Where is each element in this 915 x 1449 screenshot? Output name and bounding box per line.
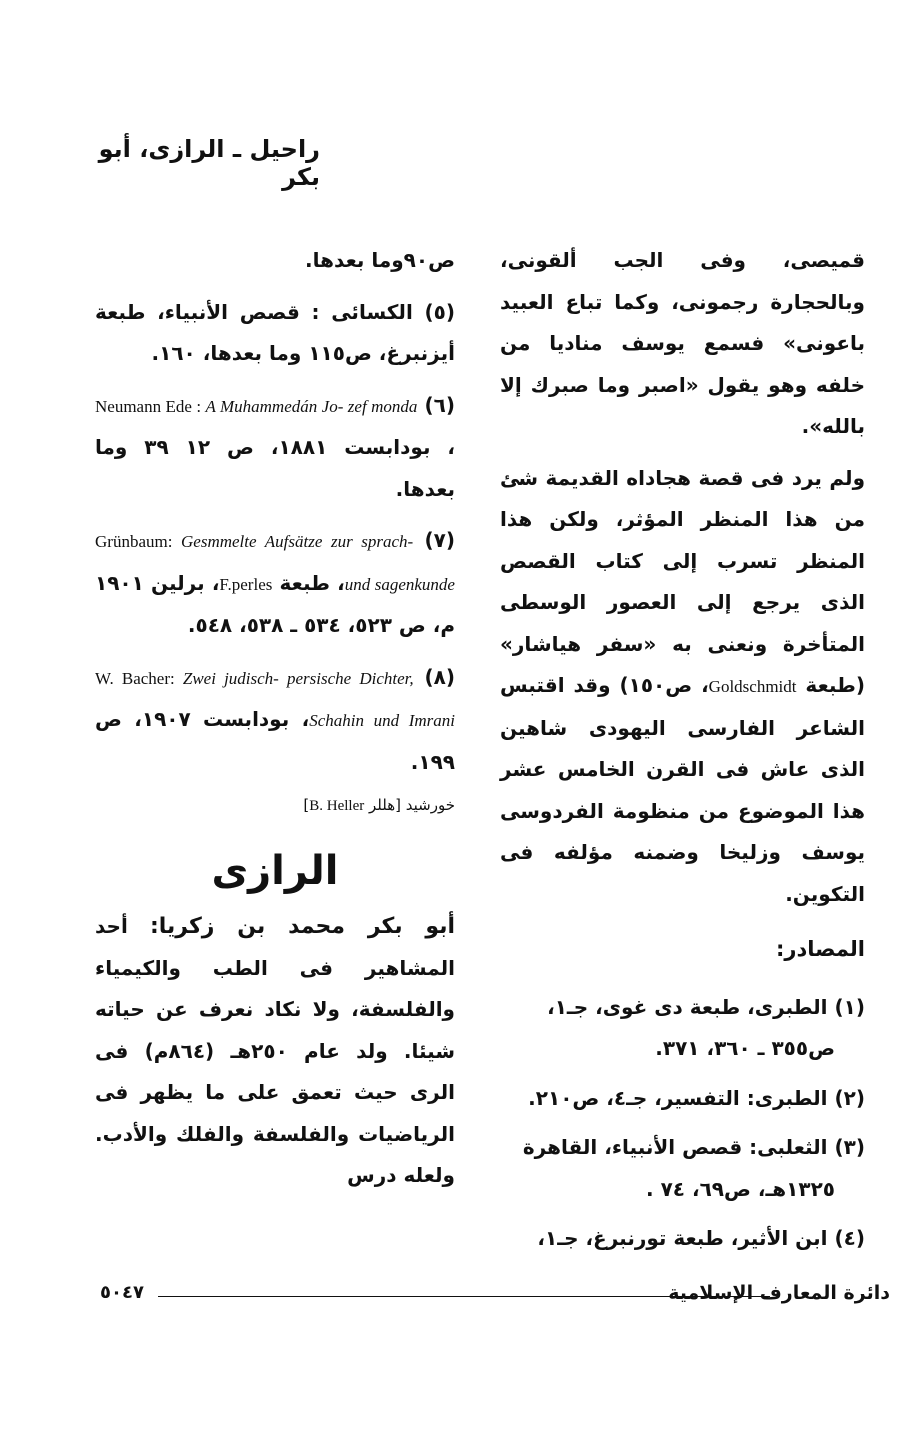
- article-lead: أبو بكر محمد بن زكريا:: [149, 914, 455, 939]
- right-column: [500, 240, 865, 1260]
- left-column: [95, 240, 455, 1207]
- reference-5: (٥) الكسائى : قصص الأنبياء، طبعة أيزنبرغ، ص١١٥ وما بعدها، ١٦٠.: [95, 299, 455, 365]
- latin-goldschmidt: Goldschmidt: [708, 677, 797, 696]
- reference-2: (٢) الطبرى: التفسير، جـ٤، ص٢١٠.: [528, 1085, 865, 1110]
- reference-4: (٤) ابن الأثير، طبعة تورنبرغ، جـ١،: [537, 1226, 865, 1250]
- reference-8: (٨) W. Bacher: Zwei judisch- persische Dichter, Schahin und Imrani، بودابست ١٩٠٧، ص ١٩٩.: [95, 664, 456, 774]
- sources-heading: المصادر:: [775, 937, 865, 961]
- reference-3: (٣) الثعلبى: قصص الأنبياء، القاهرة: [522, 1135, 865, 1159]
- reference-6: (٦) Neumann Ede : A Muhammedán Jo- zef monda ، بودابست ١٨٨١، ص ١٢ ٣٩ وما بعدها.: [95, 392, 456, 501]
- article-title: الرازى: [211, 848, 339, 894]
- page-number: ٥٠٤٧: [100, 1282, 144, 1303]
- title-muhammedan: A Muhammedán Jo- zef monda: [205, 396, 418, 416]
- article-intro: أبو بكر محمد بن زكريا: أحد المشاهير فى الطب والكيمياء والفلسفة، ولا نكاد نعرف عن حياته شيئا. ولد عام ٢٥٠هـ (٨٦٤م) فى الرى حيث تعمق على ما يظهر فى الرياضيات والفلسفة والفلك والأدب. ولعله درس: [95, 914, 456, 1187]
- reference-7: (٧) Grünbaum: Gesmmelte Aufsätze zur sprach-und sagenkunde، طبعة F.perles، برلين ١٩٠١ م، ص ٥٢٣، ٥٣٤ ـ ٥٣٨، ٥٤٨.: [95, 528, 456, 637]
- reference-1: (١) الطبرى، طبعة دى غوى، جـ١،: [547, 994, 865, 1019]
- paragraph-hagadah: ولم يرد فى قصة هجاداه القديمة شئ من هذا المنظر المؤثر، ولكن هذا المنظر تسرب إلى كتاب القصص الذى يرجع إلى العصور الوسطى المتأخرة ونعنى به «سفر هياشار» (طبعة Goldschmidt، ص١٥٠) وقد اقتبس الشاعر الفارسى اليهودى شاهين الذى عاش فى القرن الخامس عشر هذا الموضوع من منظومة الفردوسى يوسف وزليخا وضمنه مؤلفه فى التكوين.: [500, 465, 865, 906]
- running-header: راحيل ـ الرازى، أبو بكر: [98, 135, 320, 191]
- paragraph-quote: قميصى، وفى الجب ألقونى، وبالحجارة رجمونى، وكما تباع العبيد باعونى» فسمع يوسف مناديا من خلفه وهو يقول «اصبر وما صبرك إلا بالله».: [500, 248, 865, 438]
- reference-1-cont: ص٣٥٥ ـ ٣٦٠، ٣٧١.: [655, 1036, 835, 1060]
- reference-3-cont: ١٣٢٥هـ، ص٦٩، ٧٤ .: [646, 1176, 835, 1201]
- reference-4-cont: ص٩٠وما بعدها.: [305, 248, 455, 272]
- title-zwei: Zwei judisch- persische Dichter, Schahin und Imrani: [182, 668, 456, 730]
- page-footer: [100, 1282, 890, 1310]
- title-gesammelte: Gesmmelte Aufsätze zur sprach-und sagenkunde: [181, 532, 455, 594]
- journal-name: دائرة المعارف الإسلامية: [668, 1282, 890, 1304]
- article-author: خورشيد [هللر B. Heller]: [303, 796, 455, 814]
